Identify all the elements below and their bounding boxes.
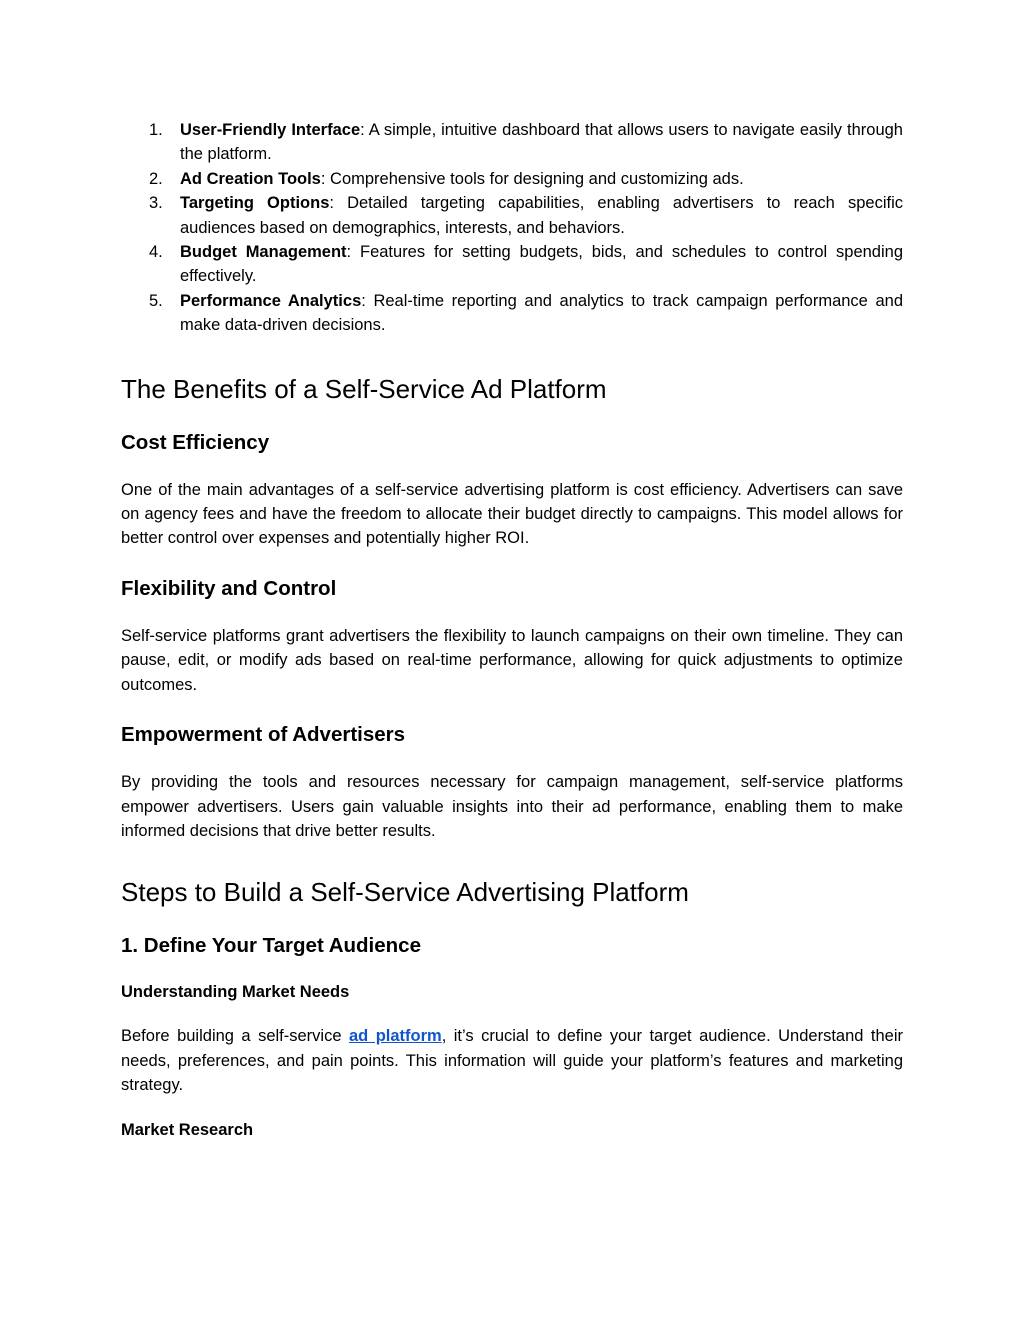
- feature-text: : Comprehensive tools for designing and customizing ads.: [320, 169, 744, 188]
- cost-efficiency-heading: Cost Efficiency: [121, 430, 270, 454]
- list-item: [121, 240, 903, 289]
- list-item: [121, 191, 903, 240]
- step1-heading: 1. Define Your Target Audience: [121, 934, 421, 958]
- market-needs-heading: Understanding Market Needs: [121, 983, 350, 1002]
- features-list: [121, 118, 903, 338]
- flexibility-paragraph: Self-service platforms grant advertisers the flexibility to launch campaigns on their own timeline. They can pause, edit, or modify ads based on real-time performance, allowing for quick adjustments to optimize outcomes.: [121, 626, 903, 694]
- list-item: [121, 118, 903, 167]
- market-research-heading: Market Research: [121, 1120, 254, 1139]
- benefits-heading: The Benefits of a Self-Service Ad Platform: [121, 373, 607, 404]
- list-number: 5.: [149, 291, 163, 310]
- list-number: 3.: [149, 194, 163, 213]
- list-item: [121, 289, 903, 338]
- market-needs-text-before: Before building a self-service: [121, 1027, 349, 1046]
- feature-text: : A simple, intuitive dashboard that allows users to navigate easily through the platform.: [180, 121, 903, 164]
- market-needs-text-after: , it’s crucial to define your target audience. Understand their needs, preferences, and pain points. This information will guide your platform’s features and marketing strategy.: [121, 1027, 903, 1095]
- empowerment-paragraph: By providing the tools and resources necessary for campaign management, self-service platforms empower advertisers. Users gain valuable insights into their ad performance, enabling them to make informed decisions that drive better results.: [121, 773, 903, 840]
- feature-title: User-Friendly Interface: [180, 121, 361, 139]
- list-item: [121, 167, 903, 191]
- steps-heading: Steps to Build a Self-Service Advertising Platform: [121, 877, 689, 908]
- document-page: [121, 118, 903, 1141]
- feature-text: : Features for setting budgets, bids, and schedules to control spending effectively.: [180, 243, 903, 286]
- feature-text: : Detailed targeting capabilities, enabling advertisers to reach specific audiences based on demographics, interests, and behaviors.: [180, 194, 903, 237]
- empowerment-heading: Empowerment of Advertisers: [121, 723, 406, 747]
- feature-text: : Real-time reporting and analytics to track campaign performance and make data-driven decisions.: [180, 291, 903, 335]
- list-number: 4.: [149, 243, 163, 262]
- ad-platform-link[interactable]: ad platform: [348, 1027, 442, 1046]
- cost-efficiency-paragraph: One of the main advantages of a self-service advertising platform is cost efficiency. Advertisers can save on agency fees and have the freedom to allocate their budget directly to campaigns. This model allows for better control over expenses and potentially higher ROI.: [121, 480, 903, 548]
- feature-title: Performance Analytics: [180, 291, 362, 310]
- feature-title: Budget Management: [180, 243, 347, 262]
- list-number: 2.: [149, 169, 163, 188]
- list-number: 1.: [149, 121, 163, 139]
- market-needs-paragraph: [121, 1024, 903, 1097]
- feature-title: Targeting Options: [180, 194, 330, 213]
- flexibility-heading: Flexibility and Control: [121, 576, 337, 600]
- feature-title: Ad Creation Tools: [180, 169, 321, 188]
